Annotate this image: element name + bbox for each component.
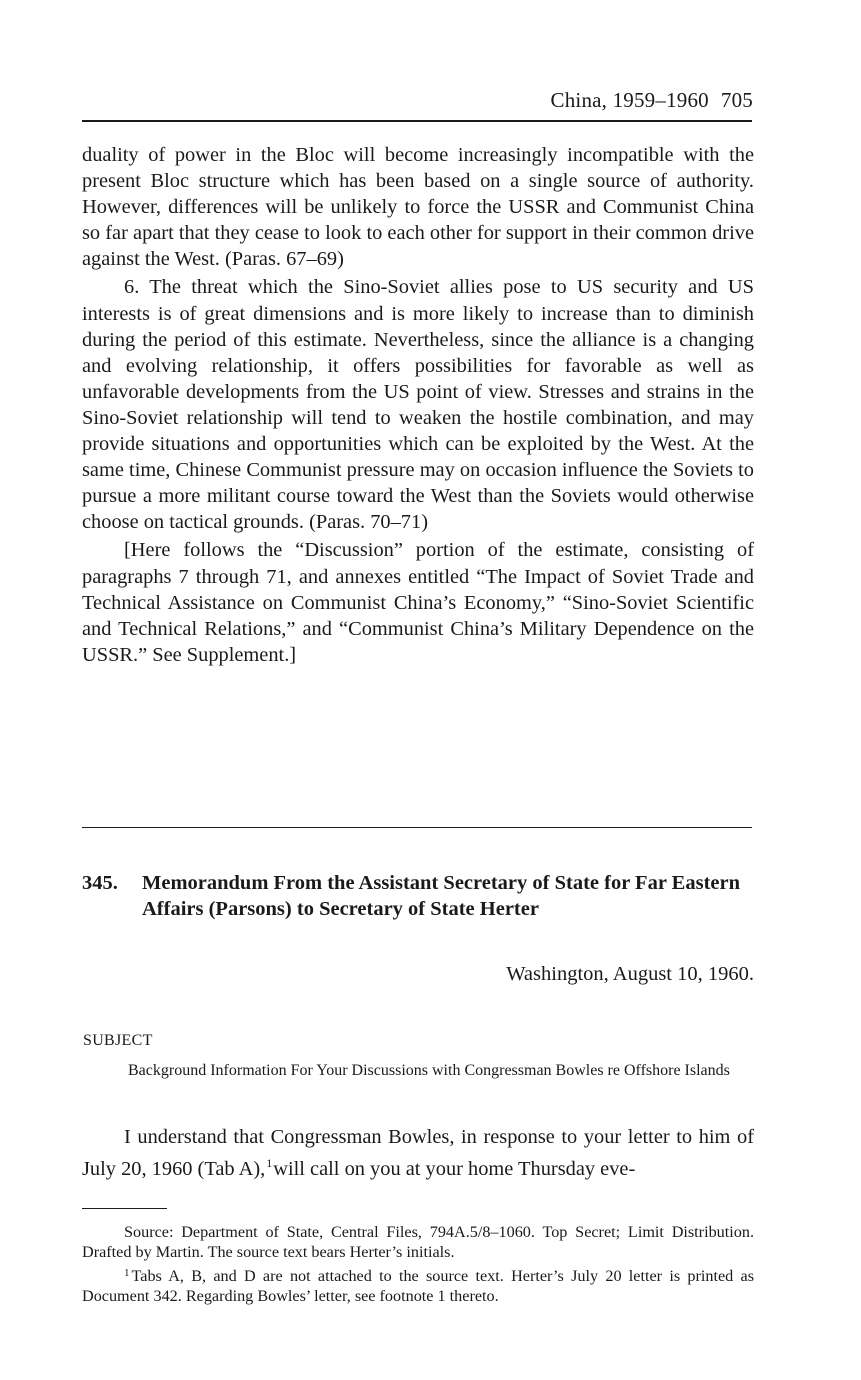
footnote-rule xyxy=(82,1208,167,1209)
memo-first-paragraph xyxy=(82,1124,754,1182)
source-note: Source: Department of State, Central Files, 794A.5/8–1060. Top Secret; Limit Distribution. Drafted by Martin. The source text bears Herter’s initials. xyxy=(82,1223,754,1262)
paragraph-6: 6. The threat which the Sino-Soviet allies pose to US security and US interests is of great dimensions and is more likely to increase than to diminish during the period of this estimate. Nevertheless, since the alliance is a changing and evolving relationship, it offers possibilities for favorable as well as unfavorable developments from the US point of view. Stresses and strains in the Sino-Soviet relationship will tend to weaken the hostile combination, and may provide situations and opportunities which can be exploited by the West. At the same time, Chinese Communist pressure may on occasion influence the Soviets to pursue a more militant course toward the West than the Soviets would otherwise choose on tactical grounds. (Paras. 70–71) xyxy=(82,276,754,534)
estimate-text xyxy=(82,142,754,668)
page-number: 705 xyxy=(720,88,753,112)
footnote-1 xyxy=(82,1263,754,1307)
memo-text-start: I understand that Congressman Bowles, in response to your letter to him of July 20, 1960 (Tab A), xyxy=(82,1126,754,1181)
dateline: Washington, August 10, 1960. xyxy=(506,963,754,985)
section-divider xyxy=(82,827,752,828)
subject-text: Background Information For Your Discussions with Congressman Bowles re Offshore Islands xyxy=(128,1062,730,1079)
subject-label: SUBJECT xyxy=(83,1032,153,1049)
editorial-note: [Here follows the “Discussion” portion of the estimate, consisting of paragraphs 7 through 71, and annexes entitled “The Impact of Soviet Trade and Technical Assistance on Communist China’s Economy,” “Sino-Soviet Scientific and Technical Relations,” and “Communist China’s Military Dependence on the USSR.” See Supplement.] xyxy=(82,539,754,666)
footnote-ref-1: 1 xyxy=(266,1156,273,1171)
document-number: 345. xyxy=(82,872,118,894)
footnote-1-marker: 1 xyxy=(124,1266,130,1279)
running-head xyxy=(551,88,753,113)
document-heading xyxy=(82,870,742,922)
paragraph-continuation: duality of power in the Bloc will become increasingly incompatible with the present Bloc structure which has been based on a single source of authority. However, differences will be unlikely to force the USSR and Communist China so far apart that they cease to look to each other for support in their common drive against the West. (Paras. 67–69) xyxy=(82,144,754,271)
document-title: Memorandum From the Assistant Secretary of State for Far Eastern Affairs (Parsons) to Secretary of State Herter xyxy=(142,872,741,920)
footnote-1-text: Tabs A, B, and D are not attached to the source text. Herter’s July 20 letter is printed as Document 342. Regarding Bowles’ letter, see footnote 1 thereto. xyxy=(82,1266,754,1306)
memo-text-end: will call on you at your home Thursday eve- xyxy=(273,1158,636,1181)
memo-body xyxy=(82,1124,754,1182)
header-rule xyxy=(82,120,752,122)
running-head-title: China, 1959–1960 xyxy=(550,88,709,112)
footnotes xyxy=(82,1222,754,1307)
